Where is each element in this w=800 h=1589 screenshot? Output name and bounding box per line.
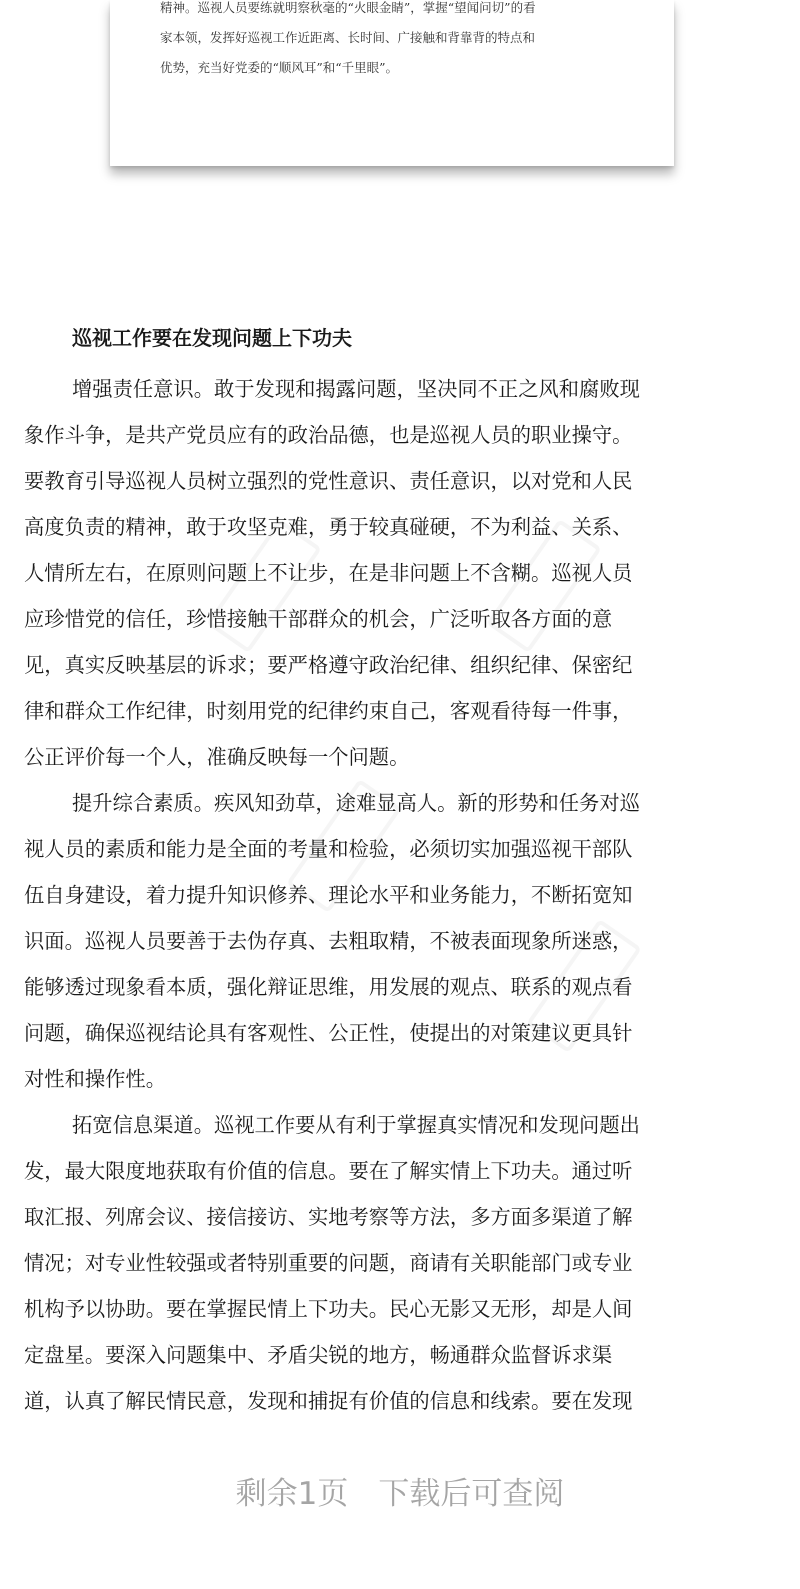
paragraph-line: 视人员的素质和能力是全面的考量和检验，必须切实加强巡视干部队 <box>24 837 633 861</box>
document-preview-card <box>110 0 674 166</box>
paragraph-line: 律和群众工作纪律，时刻用党的纪律约束自己，客观看待每一件事， <box>24 699 633 723</box>
remaining-pages-label: 剩余1页 <box>235 1476 349 1512</box>
paragraph-line: 见，真实反映基层的诉求；要严格遵守政治纪律、组织纪律、保密纪 <box>24 653 633 677</box>
paragraph-line: 对性和操作性。 <box>24 1067 166 1091</box>
document-body <box>24 366 768 1424</box>
preview-line: 精神。巡视人员要练就明察秋毫的“火眼金睛”，掌握“望闻问切”的看 <box>160 0 536 15</box>
paragraph-line: 人情所左右，在原则问题上不让步，在是非问题上不含糊。巡视人员 <box>24 561 633 585</box>
paragraph-line: 识面。巡视人员要善于去伪存真、去粗取精，不被表面现象所迷惑， <box>24 929 633 953</box>
paragraph-line: 情况；对专业性较强或者特别重要的问题，商请有关职能部门或专业 <box>24 1251 633 1275</box>
paragraph-line: 能够透过现象看本质，强化辩证思维，用发展的观点、联系的观点看 <box>24 975 633 999</box>
paragraph-line: 机构予以协助。要在掌握民情上下功夫。民心无影又无形，却是人间 <box>24 1297 633 1321</box>
preview-line: 优势，充当好党委的“顺风耳”和“千里眼”。 <box>160 60 399 75</box>
preview-text <box>160 0 634 83</box>
paragraph-line: 发，最大限度地获取有价值的信息。要在了解实情上下功夫。通过听 <box>24 1159 633 1183</box>
paragraph-line: 取汇报、列席会议、接信接访、实地考察等方法，多方面多渠道了解 <box>24 1205 633 1229</box>
preview-line: 家本领，发挥好巡视工作近距离、长时间、广接触和背靠背的特点和 <box>160 30 536 45</box>
download-to-read-prompt[interactable] <box>0 1468 800 1513</box>
paragraph-line: 高度负责的精神，敢于攻坚克难，勇于较真碰硬，不为利益、关系、 <box>24 515 633 539</box>
paragraph-line: 要教育引导巡视人员树立强烈的党性意识、责任意识，以对党和人民 <box>24 469 633 493</box>
section-heading: 巡视工作要在发现问题上下功夫 <box>72 326 352 350</box>
paragraph-line: 定盘星。要深入问题集中、矛盾尖锐的地方，畅通群众监督诉求渠 <box>24 1343 613 1367</box>
paragraph-line: 公正评价每一个人，准确反映每一个问题。 <box>24 745 410 769</box>
paragraph-line: 应珍惜党的信任，珍惜接触干部群众的机会，广泛听取各方面的意 <box>24 607 613 631</box>
paragraph-line: 提升综合素质。疾风知劲草，途难显高人。新的形势和任务对巡 <box>72 791 640 815</box>
paragraph-line: 问题，确保巡视结论具有客观性、公正性，使提出的对策建议更具针 <box>24 1021 633 1045</box>
paragraph-line: 拓宽信息渠道。巡视工作要从有利于掌握真实情况和发现问题出 <box>72 1113 640 1137</box>
paragraph-line: 象作斗争，是共产党员应有的政治品德，也是巡视人员的职业操守。 <box>24 423 633 447</box>
download-hint-label: 下载后可查阅 <box>378 1476 565 1512</box>
paragraph-line: 道，认真了解民情民意，发现和捕捉有价值的信息和线索。要在发现 <box>24 1389 633 1413</box>
paragraph-line: 增强责任意识。敢于发现和揭露问题，坚决同不正之风和腐败现 <box>72 377 640 401</box>
paragraph-line: 伍自身建设，着力提升知识修养、理论水平和业务能力，不断拓宽知 <box>24 883 633 907</box>
